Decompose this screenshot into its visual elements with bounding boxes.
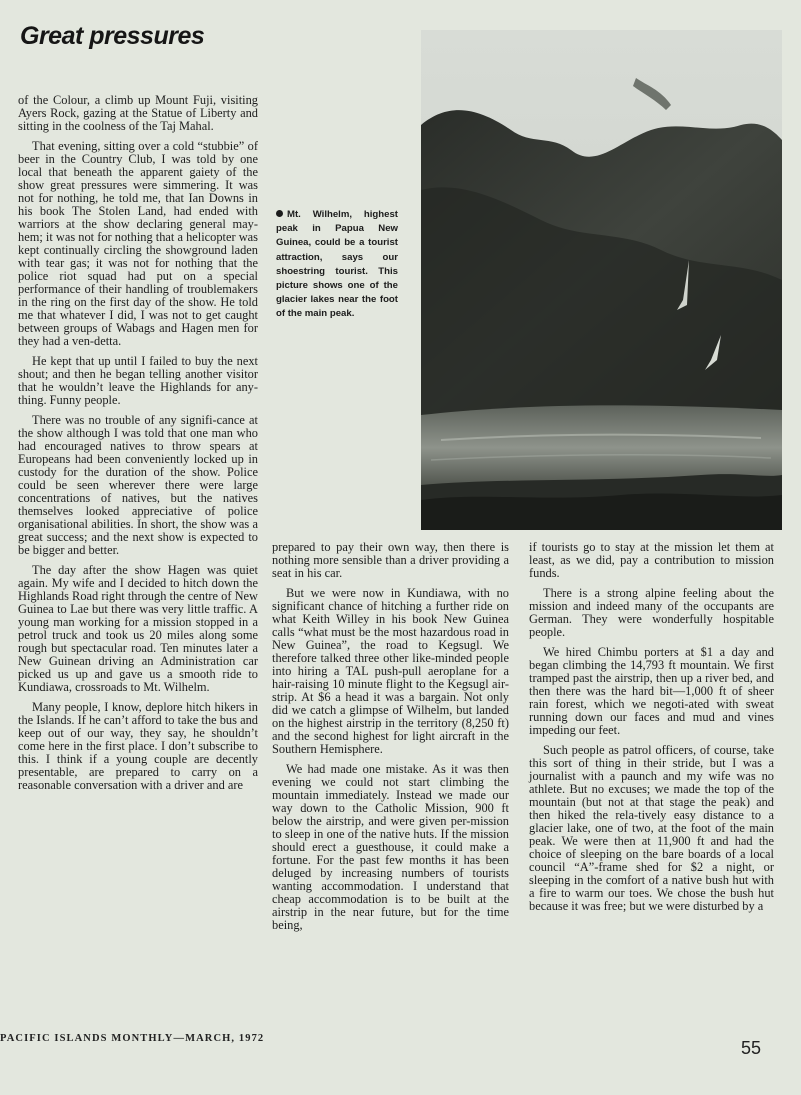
text-column-2: [272, 541, 509, 939]
page-number: 55: [741, 1038, 762, 1058]
paragraph: There was no trouble of any signifi-cance at the show although I was told that one man who had encouraged natives to throw spears at Europeans had been conveniently locked up in custody for the duration of the show. Police could be seen wherever there were large concentrations of natives, but the natives themselves looked appreciative of police organisational abilities. In short, the show was a great success; and the next show is expected to be bigger and better.: [18, 413, 258, 557]
paragraph: We had made one mistake. As it was then evening we could not start climbing the mountain immediately. Instead we made our way down to the Catholic Mission, 900 ft below the airstrip, and were given per-mission to sleep in one of the native huts. If the mission should erect a guesthouse, it could make a fortune. For the past few months it has been deluged by increasing numbers of tourists wanting accommodation. I understand that cheap accommodation is to be built at the airstrip in the near future, but for the time being,: [272, 762, 509, 932]
paragraph: if tourists go to stay at the mission let them at least, as we did, pay a contribution to mission funds.: [529, 540, 774, 580]
bullet-icon: [276, 210, 283, 217]
caption-text: Mt. Wilhelm, highest peak in Papua New Guinea, could be a tourist attraction, says our shoestring tourist. This picture shows one of the glacier lakes near the foot of the main peak.: [276, 209, 398, 320]
paragraph: He kept that up until I failed to buy the next shout; and then he began telling another visitor that he wouldn’t leave the Highlands for any-thing. Funny people.: [18, 354, 258, 407]
paragraph: prepared to pay their own way, then there is nothing more sensible than a driver providing a seat in his car.: [272, 540, 509, 580]
paragraph: But we were now in Kundiawa, with no significant chance of hitching a further ride on what Keith Willey in his book New Guinea calls “what must be the most hazardous road in New Guinea”, the road to Kegsugl. We therefore talked three other like-minded people into hiring a TAL push-pull aeroplane for a hair-raising 10 minute flight to the Kegsugl air-strip. At $6 a head it was a bargain. Not only did we catch a glimpse of Wilhelm, but landed on the highest airstrip in the territory (8,250 ft) and the second highest for light aircraft in the Southern Hemisphere.: [272, 586, 509, 756]
paragraph: Such people as patrol officers, of course, take this sort of thing in their stride, but I was a journalist with a paunch and my wife was no athlete. But no excuses; we made the top of the mountain (but not at that stage the peak) and then hiked the rela-tively easy distance to a glacier lake, one of two, at the foot of the main peak. We were then at 11,900 ft and had the choice of sleeping on the bare boards of a local council “A”-frame shed for $2 a night, or sleeping in the comfort of a native bush hut with a fire to warm our toes. We chose the bush hut because it was free; but we were disturbed by a: [529, 743, 774, 913]
paragraph: The day after the show Hagen was quiet again. My wife and I decided to hitch down the Highlands Road right through the centre of New Guinea to Lae but there was very little traffic. A young man working for a mission stopped in a petrol truck and took us 20 miles along some rough but spectacular road. Ten minutes later a New Guinean driving an Administration car picked us up and gave us a smooth ride to Kundiawa, crossroads to Mt. Wilhelm.: [18, 563, 258, 694]
mountain-lake-photo: [421, 30, 782, 530]
text-column-3: [529, 541, 774, 920]
paragraph: That evening, sitting over a cold “stubbie” of beer in the Country Club, I was told by one local that beneath the apparent gaiety of the show great pressures were simmering. It was not for nothing, he told me, that Ian Downs in his book The Stolen Land, had ended with warriors at the show declaring general may-hem; it was not for nothing that a helicopter was kept continually circling the showground laden with tear gas; it was not for nothing that the police riot squad had put on a special performance of their handling of troublemakers in the ring on the first day of the show. He told me that whatever I did, I was not to get caught between groups of Wabags and Hagen men for they had a ven-detta.: [18, 139, 258, 348]
text-column-1: [18, 94, 258, 799]
paragraph: of the Colour, a climb up Mount Fuji, visiting Ayers Rock, gazing at the Statue of Liberty and sitting in the coolness of the Taj Mahal.: [18, 93, 258, 133]
footer-publication: PACIFIC ISLANDS MONTHLY—MARCH, 1972: [0, 1033, 265, 1044]
paragraph: Many people, I know, deplore hitch hikers in the Islands. If he can’t afford to take the bus and keep out of our way, they say, he shouldn’t come here in the first place. I don’t subscribe to this. I think if a young couple are decently presentable, are prepared to carry on a reasonable conversation with a driver and are: [18, 700, 258, 792]
article-heading: Great pressures: [20, 22, 205, 50]
photo-caption: [276, 208, 398, 322]
paragraph: We hired Chimbu porters at $1 a day and began climbing the 14,793 ft mountain. We first tramped past the airstrip, then up a river bed, and then there was the hard bit—1,000 ft of sheer rain forest, which we negoti-ated with sweat running down our faces and mud and vines impeding our feet.: [529, 645, 774, 737]
paragraph: There is a strong alpine feeling about the mission and indeed many of the occupants are German. They were wonderfully hospitable people.: [529, 586, 774, 639]
